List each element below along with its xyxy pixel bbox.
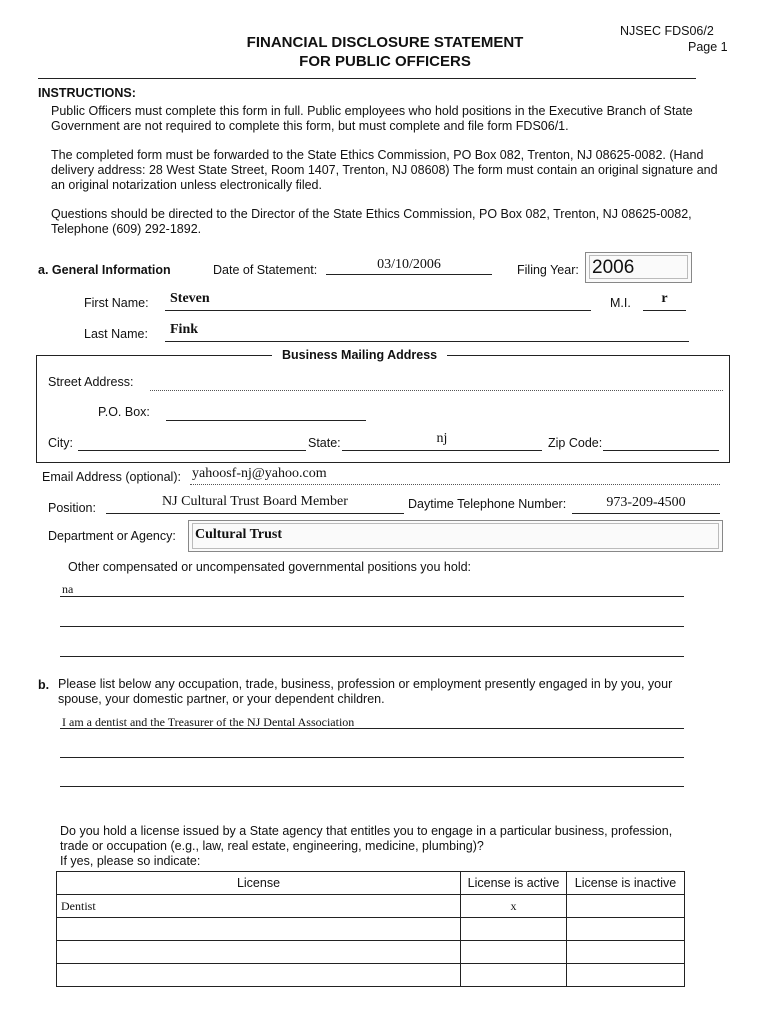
state-label: State: (308, 436, 341, 450)
state-underline (342, 450, 542, 451)
license-question-line2: trade or occupation (e.g., law, real estate, engineering, medicine, plumbing)? (60, 839, 484, 853)
department-box[interactable] (188, 520, 723, 552)
last-name-field[interactable]: Fink (170, 322, 199, 337)
license-name-cell[interactable]: Dentist (57, 895, 461, 918)
section-a-label: a. General Information (38, 263, 171, 277)
first-name-underline (165, 310, 591, 311)
license-name-cell[interactable] (57, 941, 461, 964)
mi-field[interactable]: r (661, 291, 668, 306)
license-question-line3: If yes, please so indicate: (60, 854, 201, 868)
zip-underline (603, 450, 719, 451)
occupation-underline-2 (60, 757, 684, 758)
license-name-cell[interactable] (57, 918, 461, 941)
date-of-statement-field[interactable]: 03/10/2006 (377, 257, 441, 272)
instructions-heading: INSTRUCTIONS: (38, 86, 136, 100)
po-box-underline (166, 420, 366, 421)
license-active-cell[interactable]: x (461, 895, 567, 918)
license-table (56, 871, 685, 987)
other-positions-underline-1 (60, 596, 684, 597)
position-field[interactable]: NJ Cultural Trust Board Member (162, 494, 348, 509)
last-name-underline (165, 341, 689, 342)
mi-underline (643, 310, 686, 311)
email-label: Email Address (optional): (42, 470, 181, 484)
email-underline (190, 484, 720, 485)
instructions-paragraph-2: The completed form must be forwarded to the State Ethics Commission, PO Box 082, Trenton, NJ 08625-0082. (Hand delivery address: 28 West State Street, Room 1407, Trenton, NJ 08608) The form must contain an original signature and an original notarization unless electronically filed. (51, 148, 718, 192)
filing-year-field[interactable]: 2006 (592, 257, 635, 278)
license-inactive-cell[interactable] (567, 941, 685, 964)
table-row (57, 918, 685, 941)
phone-field[interactable]: 973-209-4500 (606, 495, 686, 510)
occupation-line-1[interactable]: I am a dentist and the Treasurer of the NJ Dental Association (62, 715, 355, 729)
po-box-label: P.O. Box: (98, 405, 150, 419)
license-header-inactive: License is inactive (567, 872, 685, 895)
position-label: Position: (48, 501, 96, 515)
table-row (57, 941, 685, 964)
table-row (57, 964, 685, 987)
other-positions-underline-3 (60, 656, 684, 657)
license-active-cell[interactable] (461, 918, 567, 941)
license-question-line1: Do you hold a license issued by a State agency that entitles you to engage in a particular business, profession, (60, 824, 673, 838)
last-name-label: Last Name: (84, 327, 148, 341)
state-field[interactable]: nj (436, 431, 448, 446)
table-row (57, 895, 685, 918)
license-active-cell[interactable] (461, 941, 567, 964)
other-positions-line-1[interactable]: na (62, 582, 74, 596)
email-field[interactable]: yahoosf-nj@yahoo.com (192, 466, 327, 481)
header-divider (38, 78, 696, 79)
page-number: Page 1 (688, 40, 728, 54)
position-underline (106, 513, 404, 514)
zip-label: Zip Code: (548, 436, 603, 450)
street-label: Street Address: (48, 375, 134, 389)
date-underline (326, 274, 492, 275)
business-address-heading: Business Mailing Address (272, 348, 447, 362)
department-label: Department or Agency: (48, 529, 176, 543)
license-inactive-cell[interactable] (567, 895, 685, 918)
city-underline (78, 450, 306, 451)
license-inactive-cell[interactable] (567, 918, 685, 941)
phone-label: Daytime Telephone Number: (408, 497, 567, 511)
first-name-field[interactable]: Steven (170, 291, 210, 306)
form-title-line1: FINANCIAL DISCLOSURE STATEMENT (246, 34, 524, 51)
form-title-line2: FOR PUBLIC OFFICERS (299, 53, 471, 70)
license-name-cell[interactable] (57, 964, 461, 987)
license-header-license: License (57, 872, 461, 895)
mi-label: M.I. (610, 296, 631, 310)
instructions-paragraph-3: Questions should be directed to the Director of the State Ethics Commission, PO Box 082, Trenton, NJ 08625-0082, Telephone (609) 292-1892. (51, 207, 692, 236)
other-positions-label: Other compensated or uncompensated governmental positions you hold: (68, 560, 472, 574)
filing-year-box[interactable] (585, 252, 692, 283)
occupation-underline-1 (60, 728, 684, 729)
occupation-prompt: Please list below any occupation, trade, business, profession or employment presently engaged in by you, your spouse, your domestic partner, or your dependent children. (58, 677, 673, 706)
form-id: NJSEC FDS06/2 (620, 24, 714, 38)
other-positions-underline-2 (60, 626, 684, 627)
occupation-underline-3 (60, 786, 684, 787)
license-inactive-cell[interactable] (567, 964, 685, 987)
date-label: Date of Statement: (213, 263, 318, 277)
filing-year-label: Filing Year: (517, 263, 579, 277)
license-header-active: License is active (461, 872, 567, 895)
license-active-cell[interactable] (461, 964, 567, 987)
section-b-label: b. (38, 678, 50, 692)
license-table-header (57, 872, 685, 895)
department-field[interactable]: Cultural Trust (195, 527, 282, 542)
first-name-label: First Name: (84, 296, 149, 310)
city-label: City: (48, 436, 73, 450)
phone-underline (572, 513, 720, 514)
street-underline (150, 390, 723, 391)
instructions-paragraph-1: Public Officers must complete this form in full. Public employees who hold positions in the Executive Branch of State Government are not required to complete this form, but must complete and file form FDS06/1. (51, 104, 693, 133)
